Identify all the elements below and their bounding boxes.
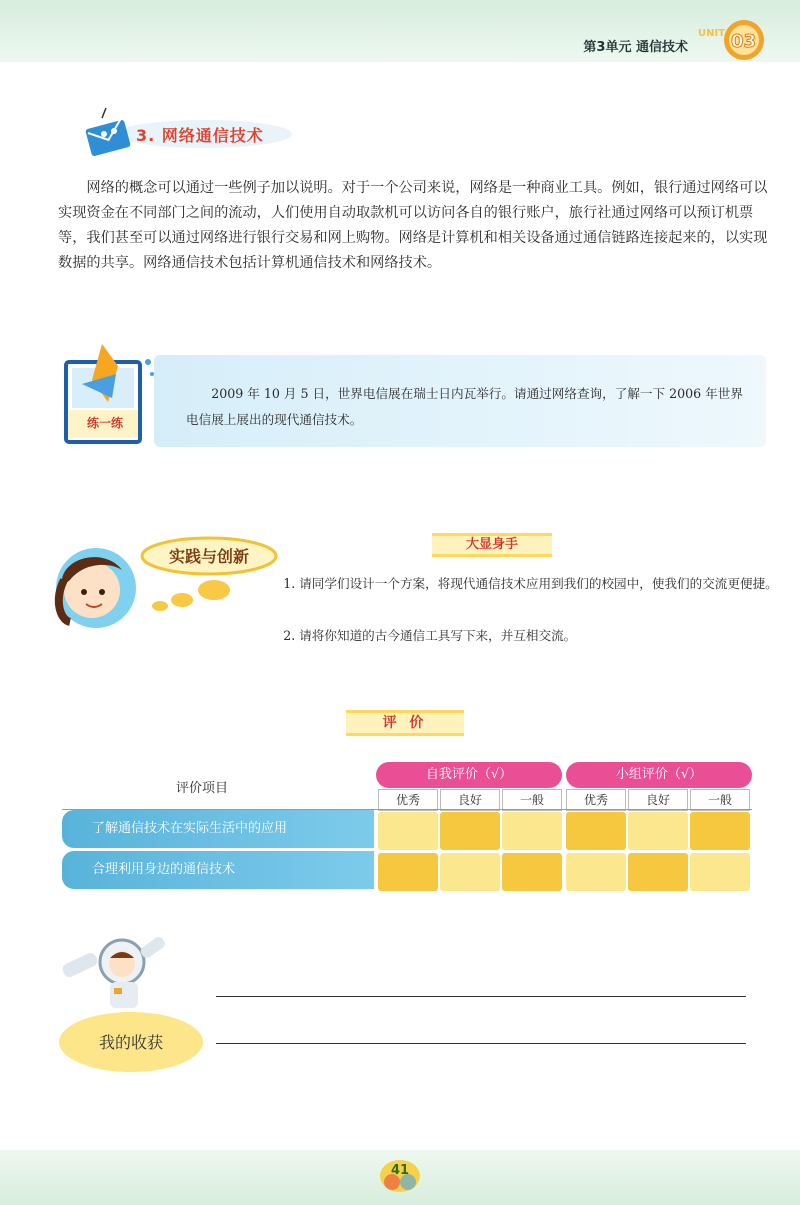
unit-title: 第3单元 通信技术: [583, 40, 688, 55]
level-header: 一般: [502, 789, 562, 811]
rating-cell[interactable]: [566, 853, 626, 891]
rating-cell[interactable]: [378, 853, 438, 891]
writing-line[interactable]: [216, 996, 746, 997]
evaluation-banner: 评 价: [346, 710, 464, 736]
task-item: 2. 请将你知道的古今通信工具写下来，并互相交流。: [283, 628, 577, 643]
level-header: 一般: [690, 789, 750, 811]
practice-text: 2009 年 10 月 5 日，世界电信展在瑞士日内瓦举行。请通过网络查询，了解一下 2006 年世界电信展上展出的现代通信技术。: [186, 386, 743, 427]
page-number: 41: [390, 1163, 410, 1178]
self-evaluation-header: 自我评价（√）: [376, 762, 562, 788]
section-title: 3. 网络通信技术: [136, 126, 264, 145]
thought-dots-icon: [150, 578, 240, 614]
task-item: 1. 请同学们设计一个方案，将现代通信技术应用到我们的校园中，使我们的交流更便捷。: [283, 576, 778, 591]
group-evaluation-header: 小组评价（√）: [566, 762, 752, 788]
writing-line[interactable]: [216, 1043, 746, 1044]
rating-cell[interactable]: [440, 812, 500, 850]
level-header: 优秀: [378, 789, 438, 811]
harvest-label: 我的收获: [98, 1033, 163, 1052]
rating-cell[interactable]: [628, 853, 688, 891]
rating-cell[interactable]: [566, 812, 626, 850]
level-header: 良好: [440, 789, 500, 811]
rating-cell[interactable]: [502, 812, 562, 850]
rating-cell[interactable]: [440, 853, 500, 891]
evaluation-row-label: 合理利用身边的通信技术: [62, 851, 374, 889]
rating-cell[interactable]: [690, 853, 750, 891]
intro-paragraph: 网络的概念可以通过一些例子加以说明。对于一个公司来说，网络是一种商业工具。例如，银行通过网络可以实现资金在不同部门之间的流动，人们使用自动取款机可以访问各自的银行账户，旅行社通过网络可以预订机票等，我们甚至可以通过网络进行银行交易和网上购物。网络是计算机和相关设备通过通信链路连接起来的，以实现数据的共享。网络通信技术包括计算机通信技术和网络技术。: [58, 180, 768, 271]
astronaut-icon: [52, 932, 172, 1012]
rating-cell[interactable]: [378, 812, 438, 850]
unit-number: 03: [731, 31, 757, 52]
evaluation-row-label: 了解通信技术在实际生活中的应用: [62, 810, 374, 848]
unit-badge-icon: [694, 14, 766, 62]
evaluation-item-header: 评价项目: [176, 781, 229, 796]
rating-cell[interactable]: [690, 812, 750, 850]
level-header: 良好: [628, 789, 688, 811]
rating-cell[interactable]: [502, 853, 562, 891]
show-skill-banner: 大显身手: [432, 533, 552, 557]
innovation-title: 实践与创新: [168, 547, 249, 566]
level-header: 优秀: [566, 789, 626, 811]
rating-cell[interactable]: [628, 812, 688, 850]
practice-label: 练一练: [86, 416, 123, 430]
unit-badge-label: UNIT: [698, 28, 726, 39]
girl-avatar-icon: [44, 540, 144, 630]
